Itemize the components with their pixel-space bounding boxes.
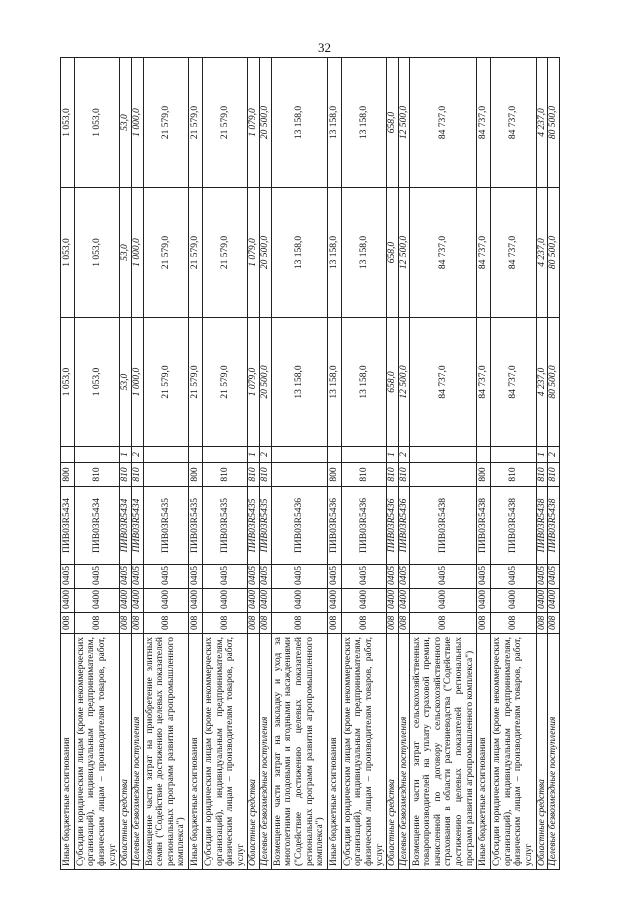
cell-subsection: 0405 xyxy=(410,565,477,589)
cell-admin-code: 008 xyxy=(387,613,399,634)
cell-target-article: ПИВ03R5438 xyxy=(491,487,537,565)
cell-amount-year-1: 84 737,0 xyxy=(491,318,537,447)
table-row xyxy=(410,58,477,870)
cell-target-article: ПИВ03R5436 xyxy=(341,487,387,565)
cell-expense-type: 810 xyxy=(248,463,260,487)
cell-section: 0400 xyxy=(477,589,491,613)
cell-amount-year-3: 1 079,0 xyxy=(248,58,260,188)
cell-target-article: ПИВ03R5434 xyxy=(131,487,143,565)
cell-section: 0400 xyxy=(202,589,248,613)
table-row xyxy=(131,58,143,870)
cell-source: 2 xyxy=(548,447,560,463)
cell-admin-code: 008 xyxy=(271,613,327,634)
cell-name: Возмещение части затрат на закладку и уход за многолетними плодовыми и ягодными насаждениями ("Содействие достижению целевых показателей региональных программ развития агропромышленного комплекса") xyxy=(271,634,327,870)
cell-amount-year-2: 13 158,0 xyxy=(271,188,327,318)
cell-amount-year-1: 21 579,0 xyxy=(189,318,203,447)
cell-expense-type: 810 xyxy=(120,463,132,487)
cell-section: 0400 xyxy=(341,589,387,613)
cell-amount-year-1: 12 500,0 xyxy=(398,318,410,447)
cell-expense-type: 810 xyxy=(131,463,143,487)
cell-subsection: 0405 xyxy=(271,565,327,589)
cell-source xyxy=(477,447,491,463)
cell-subsection: 0405 xyxy=(260,565,272,589)
cell-amount-year-2: 13 158,0 xyxy=(341,188,387,318)
cell-target-article: ПИВ03R5438 xyxy=(536,487,548,565)
cell-source xyxy=(61,447,75,463)
table-row xyxy=(477,58,491,870)
cell-expense-type: 810 xyxy=(74,463,120,487)
cell-amount-year-2: 53,0 xyxy=(120,188,132,318)
cell-subsection: 0405 xyxy=(189,565,203,589)
cell-admin-code: 008 xyxy=(477,613,491,634)
cell-name: Иные бюджетные ассигнования xyxy=(327,634,341,870)
cell-amount-year-3: 84 737,0 xyxy=(477,58,491,188)
cell-amount-year-3: 21 579,0 xyxy=(202,58,248,188)
cell-expense-type: 800 xyxy=(61,463,75,487)
cell-section: 0400 xyxy=(271,589,327,613)
cell-target-article: ПИВ03R5436 xyxy=(327,487,341,565)
cell-amount-year-2: 20 500,0 xyxy=(260,188,272,318)
cell-name: Субсидии юридическим лицам (кроме некоммерческих организаций), индивидуальным предпринимателям, физическим лицам – производителям товаров, работ, услуг xyxy=(202,634,248,870)
cell-subsection: 0405 xyxy=(477,565,491,589)
cell-section: 0400 xyxy=(131,589,143,613)
cell-expense-type: 800 xyxy=(327,463,341,487)
cell-source xyxy=(491,447,537,463)
cell-name: Областные средства xyxy=(536,634,548,870)
cell-name: Возмещение части затрат сельскохозяйственных товаропроизводителей на уплату страховой премии, начисленной по договору сельскохозяйственного страхования в области растениеводства ("Содействие достижению целевых показателей региональных программ развития агропромышленного комплекса") xyxy=(410,634,477,870)
cell-amount-year-1: 658,0 xyxy=(387,318,399,447)
cell-source: 2 xyxy=(398,447,410,463)
cell-expense-type: 810 xyxy=(341,463,387,487)
cell-amount-year-3: 1 053,0 xyxy=(61,58,75,188)
cell-target-article: ПИВ03R5434 xyxy=(74,487,120,565)
cell-amount-year-2: 21 579,0 xyxy=(202,188,248,318)
cell-source xyxy=(410,447,477,463)
cell-amount-year-1: 1 079,0 xyxy=(248,318,260,447)
cell-amount-year-3: 84 737,0 xyxy=(410,58,477,188)
cell-name: Целевые безвозмездные поступления xyxy=(398,634,410,870)
cell-section: 0400 xyxy=(143,589,189,613)
cell-amount-year-3: 84 737,0 xyxy=(491,58,537,188)
cell-source xyxy=(189,447,203,463)
cell-target-article: ПИВ03R5435 xyxy=(248,487,260,565)
cell-source: 1 xyxy=(387,447,399,463)
cell-name: Областные средства xyxy=(120,634,132,870)
cell-section: 0400 xyxy=(410,589,477,613)
cell-target-article: ПИВ03R5435 xyxy=(189,487,203,565)
cell-amount-year-2: 21 579,0 xyxy=(143,188,189,318)
cell-target-article: ПИВ03R5438 xyxy=(410,487,477,565)
cell-subsection: 0405 xyxy=(491,565,537,589)
cell-amount-year-2: 21 579,0 xyxy=(189,188,203,318)
cell-name: Иные бюджетные ассигнования xyxy=(61,634,75,870)
cell-section: 0400 xyxy=(491,589,537,613)
table-row xyxy=(387,58,399,870)
page-number: 32 xyxy=(318,40,331,55)
table-row xyxy=(491,58,537,870)
cell-amount-year-2: 1 053,0 xyxy=(74,188,120,318)
cell-amount-year-3: 53,0 xyxy=(120,58,132,188)
cell-expense-type xyxy=(271,463,327,487)
cell-admin-code: 008 xyxy=(536,613,548,634)
cell-amount-year-2: 4 237,0 xyxy=(536,188,548,318)
table-row xyxy=(398,58,410,870)
cell-subsection: 0405 xyxy=(398,565,410,589)
cell-name: Субсидии юридическим лицам (кроме некоммерческих организаций), индивидуальным предпринимателям, физическим лицам – производителям товаров, работ, услуг xyxy=(74,634,120,870)
cell-target-article: ПИВ03R5435 xyxy=(260,487,272,565)
cell-admin-code: 008 xyxy=(143,613,189,634)
cell-amount-year-2: 13 158,0 xyxy=(327,188,341,318)
cell-expense-type: 810 xyxy=(536,463,548,487)
cell-amount-year-3: 80 500,0 xyxy=(548,58,560,188)
cell-admin-code: 008 xyxy=(248,613,260,634)
cell-subsection: 0405 xyxy=(548,565,560,589)
cell-subsection: 0405 xyxy=(143,565,189,589)
cell-amount-year-1: 80 500,0 xyxy=(548,318,560,447)
cell-subsection: 0405 xyxy=(131,565,143,589)
cell-amount-year-3: 1 000,0 xyxy=(131,58,143,188)
cell-amount-year-1: 20 500,0 xyxy=(260,318,272,447)
cell-expense-type: 810 xyxy=(260,463,272,487)
cell-amount-year-2: 1 079,0 xyxy=(248,188,260,318)
cell-source: 1 xyxy=(248,447,260,463)
cell-amount-year-1: 13 158,0 xyxy=(271,318,327,447)
table-row xyxy=(120,58,132,870)
table-row xyxy=(143,58,189,870)
cell-source xyxy=(74,447,120,463)
cell-section: 0400 xyxy=(536,589,548,613)
cell-admin-code: 008 xyxy=(410,613,477,634)
cell-amount-year-1: 84 737,0 xyxy=(477,318,491,447)
cell-amount-year-2: 80 500,0 xyxy=(548,188,560,318)
cell-source xyxy=(202,447,248,463)
cell-amount-year-1: 4 237,0 xyxy=(536,318,548,447)
cell-section: 0400 xyxy=(120,589,132,613)
cell-subsection: 0405 xyxy=(74,565,120,589)
cell-name: Областные средства xyxy=(387,634,399,870)
table-row xyxy=(548,58,560,870)
cell-amount-year-3: 1 053,0 xyxy=(74,58,120,188)
cell-amount-year-3: 4 237,0 xyxy=(536,58,548,188)
cell-amount-year-2: 84 737,0 xyxy=(477,188,491,318)
cell-expense-type: 800 xyxy=(477,463,491,487)
cell-amount-year-1: 1 000,0 xyxy=(131,318,143,447)
cell-source: 2 xyxy=(131,447,143,463)
table-row xyxy=(271,58,327,870)
cell-admin-code: 008 xyxy=(491,613,537,634)
cell-name: Целевые безвозмездные поступления xyxy=(131,634,143,870)
cell-amount-year-3: 21 579,0 xyxy=(143,58,189,188)
cell-amount-year-3: 658,0 xyxy=(387,58,399,188)
cell-admin-code: 008 xyxy=(260,613,272,634)
cell-admin-code: 008 xyxy=(189,613,203,634)
cell-amount-year-1: 21 579,0 xyxy=(143,318,189,447)
cell-section: 0400 xyxy=(548,589,560,613)
cell-name: Субсидии юридическим лицам (кроме некоммерческих организаций), индивидуальным предпринимателям, физическим лицам – производителям товаров, работ, услуг xyxy=(341,634,387,870)
cell-amount-year-2: 1 053,0 xyxy=(61,188,75,318)
cell-expense-type xyxy=(143,463,189,487)
cell-source: 2 xyxy=(260,447,272,463)
cell-name: Иные бюджетные ассигнования xyxy=(189,634,203,870)
budget-table xyxy=(60,57,560,870)
cell-admin-code: 008 xyxy=(341,613,387,634)
cell-admin-code: 008 xyxy=(327,613,341,634)
cell-amount-year-1: 13 158,0 xyxy=(341,318,387,447)
cell-source xyxy=(143,447,189,463)
cell-section: 0400 xyxy=(260,589,272,613)
cell-name: Возмещение части затрат на приобретение элитных семян ("Содействие достижению целевых показателей региональных программ развития агропромышленного комплекса") xyxy=(143,634,189,870)
table-row xyxy=(260,58,272,870)
cell-amount-year-1: 53,0 xyxy=(120,318,132,447)
cell-target-article: ПИВ03R5436 xyxy=(398,487,410,565)
cell-expense-type: 810 xyxy=(202,463,248,487)
cell-expense-type xyxy=(410,463,477,487)
cell-amount-year-2: 12 500,0 xyxy=(398,188,410,318)
cell-amount-year-2: 658,0 xyxy=(387,188,399,318)
table-body xyxy=(61,58,560,870)
cell-admin-code: 008 xyxy=(74,613,120,634)
cell-admin-code: 008 xyxy=(61,613,75,634)
cell-amount-year-3: 21 579,0 xyxy=(189,58,203,188)
cell-admin-code: 008 xyxy=(202,613,248,634)
cell-amount-year-3: 20 500,0 xyxy=(260,58,272,188)
table-row xyxy=(536,58,548,870)
cell-subsection: 0405 xyxy=(120,565,132,589)
cell-admin-code: 008 xyxy=(548,613,560,634)
cell-expense-type: 810 xyxy=(387,463,399,487)
cell-target-article: ПИВ03R5435 xyxy=(143,487,189,565)
table-row xyxy=(189,58,203,870)
cell-amount-year-1: 84 737,0 xyxy=(410,318,477,447)
table-row xyxy=(61,58,75,870)
cell-amount-year-1: 1 053,0 xyxy=(61,318,75,447)
table-row xyxy=(248,58,260,870)
cell-target-article: ПИВ03R5438 xyxy=(477,487,491,565)
cell-source xyxy=(271,447,327,463)
cell-admin-code: 008 xyxy=(131,613,143,634)
cell-expense-type: 800 xyxy=(189,463,203,487)
cell-section: 0400 xyxy=(387,589,399,613)
cell-expense-type: 810 xyxy=(491,463,537,487)
table-row xyxy=(202,58,248,870)
cell-section: 0400 xyxy=(61,589,75,613)
cell-amount-year-1: 1 053,0 xyxy=(74,318,120,447)
cell-subsection: 0405 xyxy=(61,565,75,589)
cell-amount-year-3: 13 158,0 xyxy=(341,58,387,188)
cell-subsection: 0405 xyxy=(536,565,548,589)
cell-source: 1 xyxy=(120,447,132,463)
cell-target-article: ПИВ03R5435 xyxy=(202,487,248,565)
cell-name: Целевые безвозмездные поступления xyxy=(260,634,272,870)
cell-amount-year-3: 13 158,0 xyxy=(271,58,327,188)
cell-name: Целевые безвозмездные поступления xyxy=(548,634,560,870)
cell-subsection: 0405 xyxy=(327,565,341,589)
cell-section: 0400 xyxy=(74,589,120,613)
cell-expense-type: 810 xyxy=(548,463,560,487)
cell-admin-code: 008 xyxy=(120,613,132,634)
cell-admin-code: 008 xyxy=(398,613,410,634)
cell-amount-year-2: 84 737,0 xyxy=(491,188,537,318)
cell-name: Субсидии юридическим лицам (кроме некоммерческих организаций), индивидуальным предпринимателям, физическим лицам – производителям товаров, работ, услуг xyxy=(491,634,537,870)
cell-section: 0400 xyxy=(398,589,410,613)
cell-subsection: 0405 xyxy=(202,565,248,589)
cell-section: 0400 xyxy=(248,589,260,613)
table-row xyxy=(327,58,341,870)
cell-amount-year-3: 13 158,0 xyxy=(327,58,341,188)
cell-source xyxy=(327,447,341,463)
cell-subsection: 0405 xyxy=(341,565,387,589)
cell-source xyxy=(341,447,387,463)
table-row xyxy=(341,58,387,870)
cell-section: 0400 xyxy=(327,589,341,613)
cell-target-article: ПИВ03R5438 xyxy=(548,487,560,565)
cell-target-article: ПИВ03R5434 xyxy=(120,487,132,565)
cell-subsection: 0405 xyxy=(248,565,260,589)
rotated-table-frame xyxy=(60,58,560,870)
cell-name: Областные средства xyxy=(248,634,260,870)
cell-subsection: 0405 xyxy=(387,565,399,589)
cell-amount-year-1: 21 579,0 xyxy=(202,318,248,447)
cell-source: 1 xyxy=(536,447,548,463)
cell-target-article: ПИВ03R5436 xyxy=(271,487,327,565)
cell-amount-year-2: 84 737,0 xyxy=(410,188,477,318)
cell-target-article: ПИВ03R5434 xyxy=(61,487,75,565)
cell-target-article: ПИВ03R5436 xyxy=(387,487,399,565)
cell-amount-year-2: 1 000,0 xyxy=(131,188,143,318)
cell-amount-year-1: 13 158,0 xyxy=(327,318,341,447)
cell-expense-type: 810 xyxy=(398,463,410,487)
cell-amount-year-3: 12 500,0 xyxy=(398,58,410,188)
table-row xyxy=(74,58,120,870)
cell-name: Иные бюджетные ассигнования xyxy=(477,634,491,870)
cell-section: 0400 xyxy=(189,589,203,613)
